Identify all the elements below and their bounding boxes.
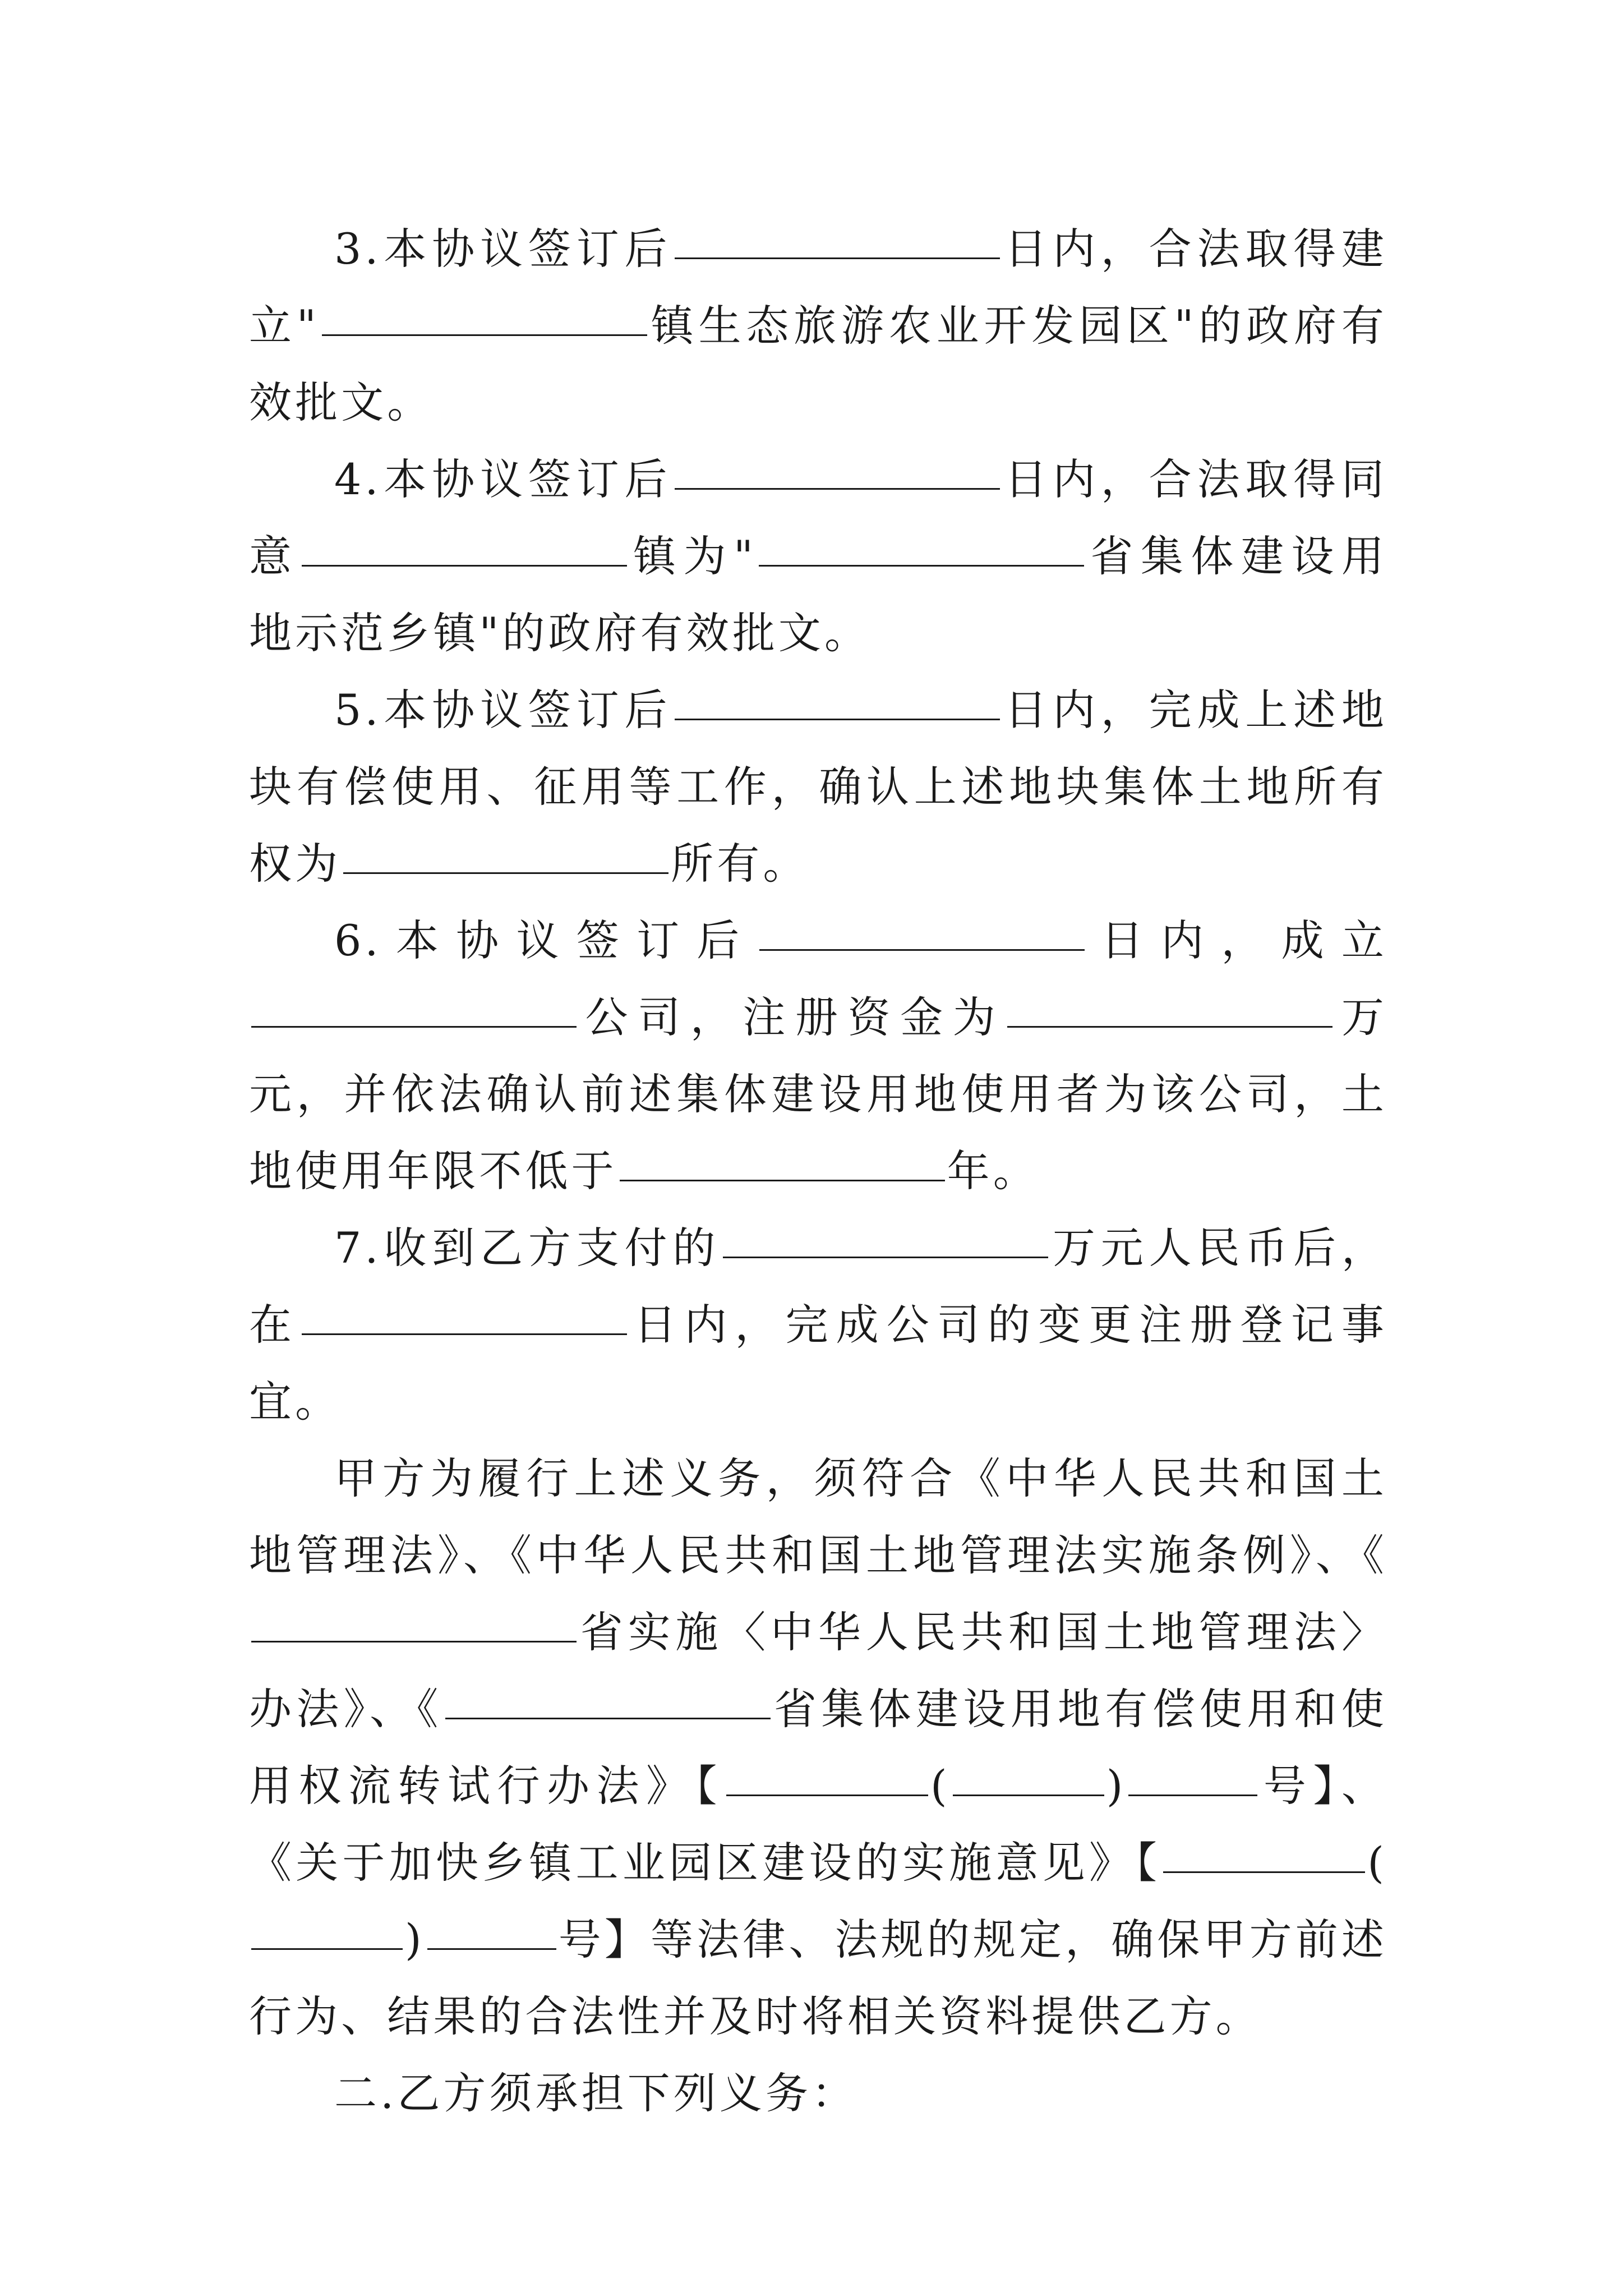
- fill-blank: [302, 1333, 627, 1335]
- clause-3-text-1: 3.本协议签订后: [334, 224, 673, 274]
- fill-blank: [675, 718, 1000, 720]
- clause-5-text-3: 所有。: [671, 839, 809, 889]
- fill-blank: [759, 564, 1084, 567]
- clause-6-text-5: 年。: [947, 1146, 1039, 1196]
- fill-blank: [343, 872, 668, 874]
- fill-blank: [759, 949, 1085, 951]
- clause-4-text-1: 4.本协议签订后: [334, 454, 673, 504]
- fill-blank: [1007, 1025, 1332, 1028]
- compliance-text-8: ): [405, 1915, 425, 1964]
- compliance-text-4: (: [930, 1761, 951, 1811]
- fill-blank: [726, 1794, 928, 1796]
- compliance-text-9: 号】等法律、法规的规定，确保甲方前述行为、结果的合法性并及时将相关资料提供乙方。: [249, 1915, 1387, 2041]
- fill-blank: [675, 257, 1000, 259]
- compliance-text-3: 省集体建设用地有偿使用和使用权流转试行办法》【: [249, 1684, 1387, 1811]
- clause-4: [249, 441, 1387, 671]
- clause-6-text-3: 公司，注册资金为: [579, 992, 1006, 1042]
- fill-blank: [953, 1794, 1104, 1796]
- clause-4-text-4: 省集体建设用地示范乡镇"的政府有效批文。: [249, 531, 1387, 658]
- clause-7-text-3: 日内，完成公司的变更注册登记事宜。: [249, 1300, 1387, 1427]
- clause-5-text-2: 日内，完成上述地块有偿使用、征用等工作，确认上述地块集体土地所有权为: [249, 685, 1388, 889]
- fill-blank: [302, 564, 627, 567]
- clause-5: [249, 671, 1387, 902]
- clause-3-text-3: 镇生态旅游农业开发园区"的政府有效批文。: [249, 301, 1387, 427]
- clause-4-text-2: 日内，合法取得同意: [249, 454, 1388, 581]
- clause-4-text-3: 镇为": [629, 531, 757, 581]
- clause-6: [249, 902, 1387, 1209]
- fill-blank: [620, 1179, 945, 1181]
- fill-blank: [322, 334, 647, 336]
- clause-6-text-1: 6.本协议签订后: [334, 915, 757, 965]
- clause-7-text-2: 万元人民币后，在: [249, 1223, 1388, 1350]
- compliance-paragraph: [249, 1440, 1387, 2055]
- fill-blank: [251, 1948, 403, 1950]
- fill-blank: [723, 1256, 1048, 1258]
- fill-blank: [675, 487, 1000, 490]
- fill-blank: [251, 1640, 577, 1642]
- compliance-text-1: 甲方为履行上述义务，须符合《中华人民共和国土地管理法》、《中华人民共和国土地管理法实施条例》、《: [249, 1453, 1387, 1580]
- clause-7-text-1: 7.收到乙方支付的: [334, 1223, 721, 1273]
- clause-6-text-4: 万元，并依法确认前述集体建设用地使用者为该公司，土地使用年限不低于: [249, 992, 1387, 1196]
- clause-3: [249, 210, 1387, 441]
- fill-blank: [1163, 1871, 1365, 1873]
- compliance-text-6: 号】、《关于加快乡镇工业园区建设的实施意见》【: [249, 1761, 1387, 1888]
- fill-blank: [427, 1948, 556, 1950]
- clause-3-text-2: 日内，合法取得建立": [249, 224, 1388, 351]
- fill-blank: [445, 1717, 771, 1719]
- compliance-text-5: ): [1106, 1761, 1127, 1811]
- clause-5-text-1: 5.本协议签订后: [334, 685, 673, 735]
- clause-6-text-2: 日内，成立: [1086, 915, 1387, 965]
- compliance-text-2: 省实施〈中华人民共和国土地管理法〉办法》、《: [249, 1607, 1387, 1734]
- clause-7: [249, 1209, 1387, 1440]
- party-b-obligations-heading: 二.乙方须承担下列义务：: [334, 2068, 858, 2118]
- section-heading-party-b: [249, 2055, 1387, 2132]
- document-body: [249, 210, 1387, 2132]
- fill-blank: [1128, 1794, 1257, 1796]
- fill-blank: [251, 1025, 577, 1028]
- compliance-text-7: (: [1367, 1838, 1387, 1888]
